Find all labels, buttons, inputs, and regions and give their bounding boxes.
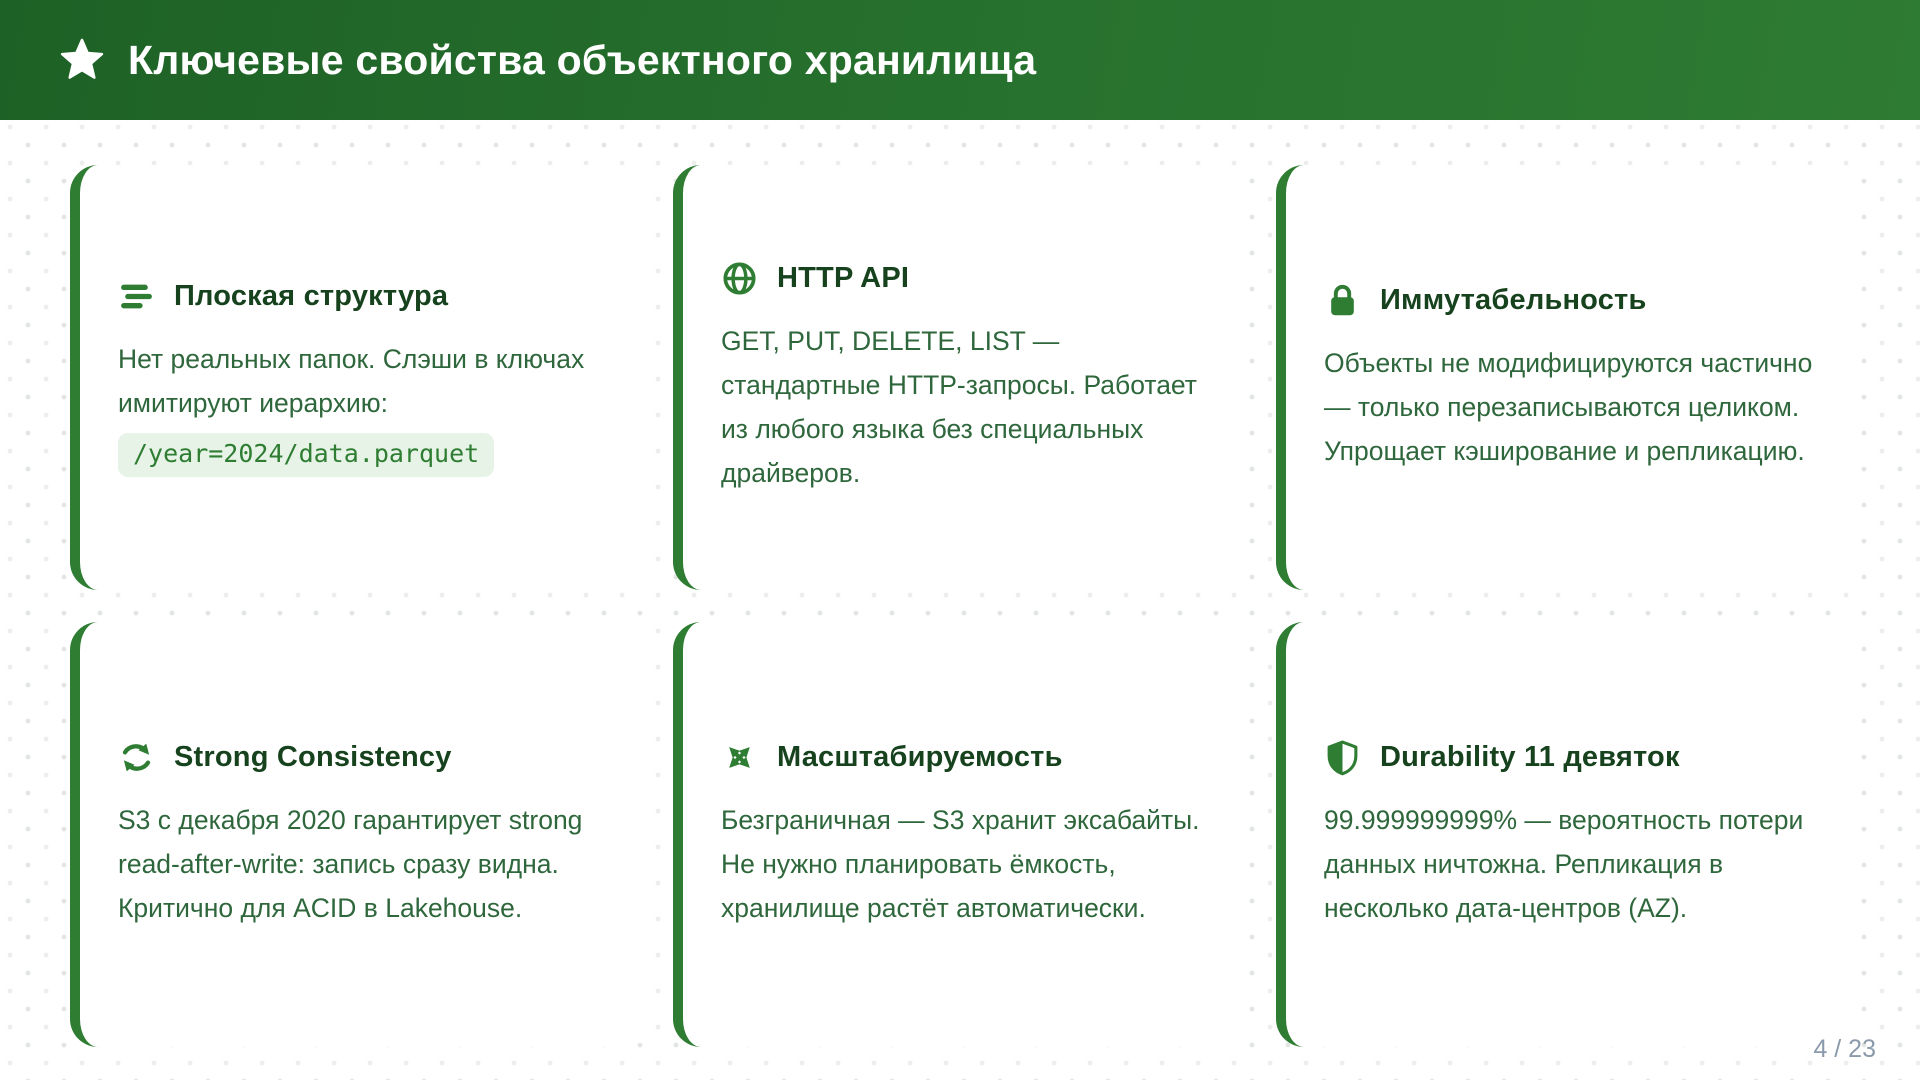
star-icon <box>60 38 104 82</box>
card-title: Иммутабельность <box>1380 284 1647 316</box>
card-title: Durability 11 девяток <box>1380 741 1680 773</box>
card-title: Масштабируемость <box>777 741 1063 773</box>
card-strong-consistency <box>70 622 645 1047</box>
sync-arrows-icon <box>118 739 155 776</box>
bars-staggered-icon <box>118 278 155 315</box>
card-title: HTTP API <box>777 262 910 294</box>
expand-arrows-icon <box>721 739 758 776</box>
card-durability <box>1276 622 1851 1047</box>
card-description: Безграничная — S3 хранит эксабайты. Не нужно планировать ёмкость, хранилище растёт автоматически. <box>721 805 1200 923</box>
card-immutability <box>1276 165 1851 590</box>
shield-half-icon <box>1324 739 1361 776</box>
code-snippet: /year=2024/data.parquet <box>118 433 494 477</box>
card-description: GET, PUT, DELETE, LIST — стандартные HTTP-запросы. Работает из любого языка без специальных драйверов. <box>721 326 1197 488</box>
card-http-api <box>673 165 1248 590</box>
slide-header <box>0 0 1920 120</box>
page-indicator: 4 / 23 <box>1813 1035 1876 1063</box>
page-title: Ключевые свойства объектного хранилища <box>128 36 1037 83</box>
card-scalability <box>673 622 1248 1047</box>
card-title: Strong Consistency <box>174 741 452 773</box>
globe-icon <box>721 260 758 297</box>
card-description: 99.999999999% — вероятность потери данных ничтожна. Репликация в несколько дата-центров (AZ). <box>1324 805 1804 923</box>
card-description: Объекты не модифицируются частично — только перезаписываются целиком. Упрощает кэширование и репликацию. <box>1324 348 1813 466</box>
card-flat-structure <box>70 165 645 590</box>
card-title: Плоская структура <box>174 280 449 312</box>
lock-icon <box>1324 282 1361 319</box>
card-description: Нет реальных папок. Слэши в ключах имитируют иерархию: <box>118 344 585 418</box>
card-description: S3 с декабря 2020 гарантирует strong read-after-write: запись сразу видна. Критично для ACID в Lakehouse. <box>118 805 583 923</box>
slide-content <box>0 120 1920 1080</box>
